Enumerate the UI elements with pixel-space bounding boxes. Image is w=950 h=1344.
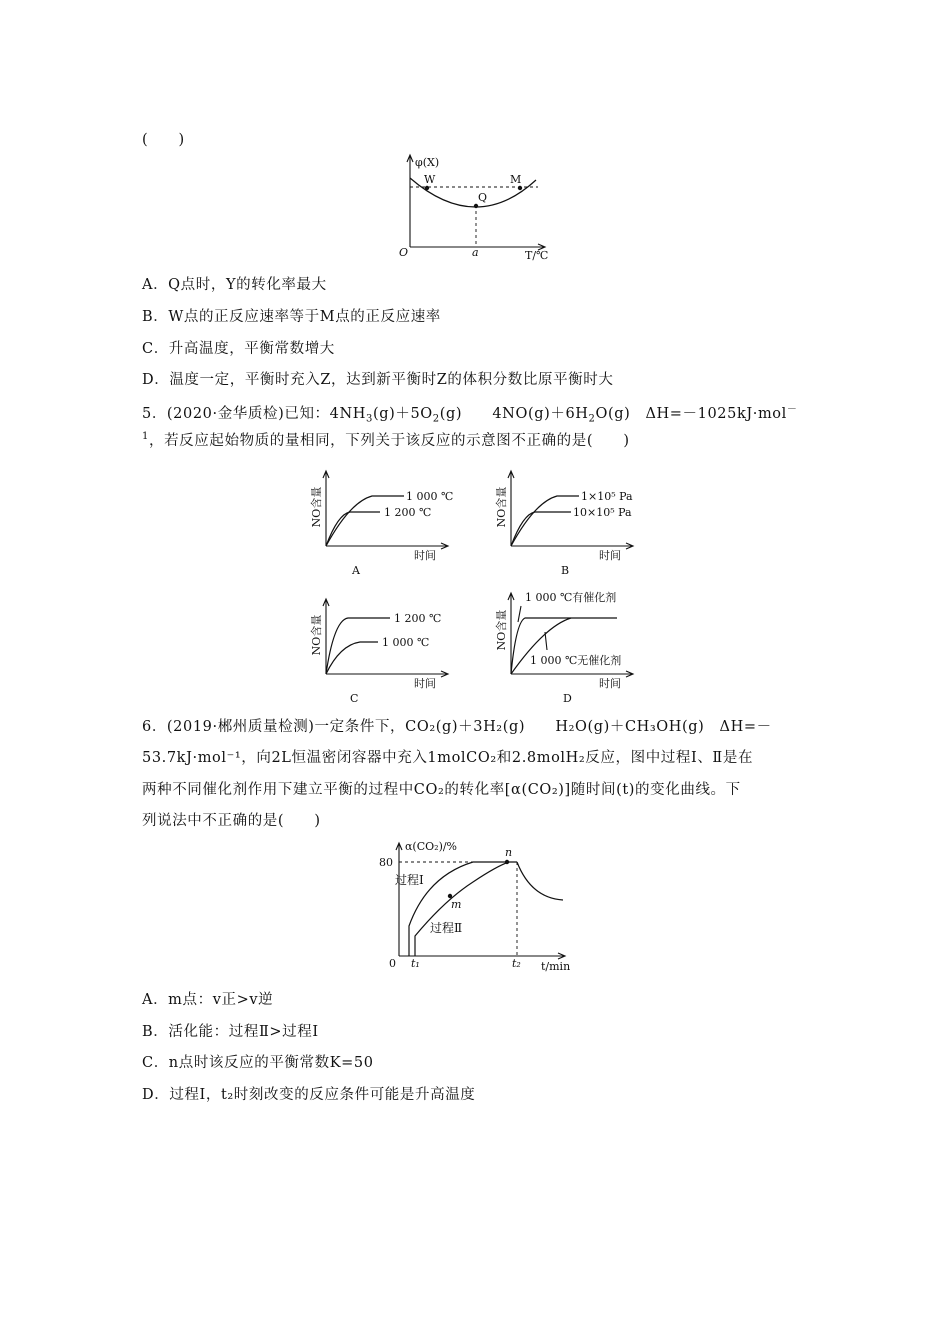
q4-a-label: a: [472, 246, 479, 259]
q5c-x-label: 时间: [414, 677, 436, 690]
q5d-caption: D: [563, 692, 572, 705]
q6-option-c: C．n点时该反应的平衡常数K=50: [142, 1055, 374, 1071]
q6-y80: 80: [379, 856, 393, 869]
q6-stem-line4: 列说法中不正确的是( ): [142, 813, 321, 829]
q4-answer-bracket: ( ): [142, 132, 185, 148]
q4-point-w: [425, 186, 429, 190]
q5-graph-d: [485, 584, 655, 705]
q5c-lower-label: 1 000 ℃: [382, 636, 430, 649]
q4-x-label: T/℃: [525, 249, 549, 262]
q4-option-a: A．Q点时，Y的转化率最大: [142, 277, 327, 293]
q4-w-label: W: [424, 173, 436, 186]
q5b-caption: B: [561, 564, 570, 577]
q5b-upper-curve: [511, 496, 579, 546]
q4-option-b: B．W点的正反应速率等于M点的正反应速率: [142, 309, 441, 325]
q6-m-label: m: [451, 898, 462, 911]
q5-stem-line2: $^1$，若反应起始物质的量相同，下列关于该反应的示意图不正确的是( ): [142, 431, 630, 449]
q6-curve-process-1: [409, 862, 517, 956]
q6-option-b: B．活化能：过程Ⅱ>过程Ⅰ: [142, 1024, 319, 1040]
q5b-lower-label: 10×10⁵ Pa: [573, 506, 632, 519]
q6-point-n: [505, 860, 509, 864]
q5c-y-label: NO含量: [310, 614, 323, 656]
q6-option-a: A．m点：v正>v逆: [142, 992, 274, 1008]
q5a-x-label: 时间: [414, 549, 436, 562]
q6-curve-after-t2: [517, 862, 563, 900]
q4-m-label: M: [510, 173, 522, 186]
q6-t1: t₁: [411, 957, 420, 970]
q5-graph-a: [300, 462, 470, 577]
q5-graph-b: [485, 462, 655, 577]
q5b-lower-curve: [511, 512, 571, 546]
q6-figure: [375, 836, 585, 976]
q4-point-q: [474, 204, 478, 208]
q5c-upper-curve: [326, 618, 390, 674]
q5a-lower-curve: [326, 512, 380, 546]
q6-stem-line2: 53.7kJ·mol⁻¹，向2L恒温密闭容器中充入1molCO₂和2.8molH₂反应，图中过程Ⅰ、Ⅱ是在: [142, 750, 754, 766]
q4-option-c: C．升高温度，平衡常数增大: [142, 341, 335, 357]
q4-figure: [390, 150, 560, 265]
q6-origin: 0: [389, 957, 396, 970]
q5d-pointer-upper: [518, 606, 521, 622]
q6-stem-line3: 两种不同催化剂作用下建立平衡的过程中CO₂的转化率[α(CO₂)]随时间(t)的变化曲线。下: [142, 782, 741, 798]
q6-process-1-label: 过程Ⅰ: [395, 873, 424, 887]
q4-q-label: Q: [478, 191, 488, 204]
q5d-upper-label: 1 000 ℃有催化剂: [525, 591, 617, 604]
q5b-upper-label: 1×10⁵ Pa: [581, 490, 633, 503]
q5a-caption: A: [352, 564, 360, 577]
q5d-x-label: 时间: [599, 677, 621, 690]
q6-stem-line1: 6．(2019·郴州质量检测)一定条件下，CO₂(g)＋3H₂(g) H₂O(g)＋CH₃OH(g) ΔH=－: [142, 719, 772, 735]
q5d-lower-label: 1 000 ℃无催化剂: [530, 654, 622, 667]
q4-point-m: [518, 186, 522, 190]
q6-t2: t₂: [512, 957, 521, 970]
q5d-pointer-lower: [545, 632, 547, 650]
q5a-lower-label: 1 200 ℃: [384, 506, 432, 519]
q6-curve-process-2: [415, 862, 509, 956]
q5c-caption: C: [350, 692, 359, 705]
q6-process-2-label: 过程Ⅱ: [430, 921, 463, 935]
q4-origin: O: [399, 246, 409, 259]
q5-stem-line1: 5．(2020·金华质检)已知：$4NH_3(g)+5O_2(g)$ $4NO(g)+6H_2O(g)$ ΔH=－1025kJ·mol－: [142, 404, 798, 425]
q5c-upper-label: 1 200 ℃: [394, 612, 442, 625]
q4-option-d: D．温度一定，平衡时充入Z，达到新平衡时Z的体积分数比原平衡时大: [142, 372, 614, 388]
q5a-y-label: NO含量: [310, 486, 323, 528]
q5b-y-label: NO含量: [495, 486, 508, 528]
q6-x-label: t/min: [541, 960, 571, 973]
q5d-y-label: NO含量: [495, 609, 508, 651]
q5-graph-c: [300, 590, 470, 705]
q6-y-label: α(CO₂)/%: [405, 840, 458, 853]
q5b-x-label: 时间: [599, 549, 621, 562]
q5c-lower-curve: [326, 642, 378, 674]
q4-y-label: φ(X): [415, 156, 440, 169]
q6-n-label: n: [505, 846, 513, 859]
q5a-upper-label: 1 000 ℃: [406, 490, 454, 503]
q6-option-d: D．过程Ⅰ，t₂时刻改变的反应条件可能是升高温度: [142, 1087, 476, 1103]
